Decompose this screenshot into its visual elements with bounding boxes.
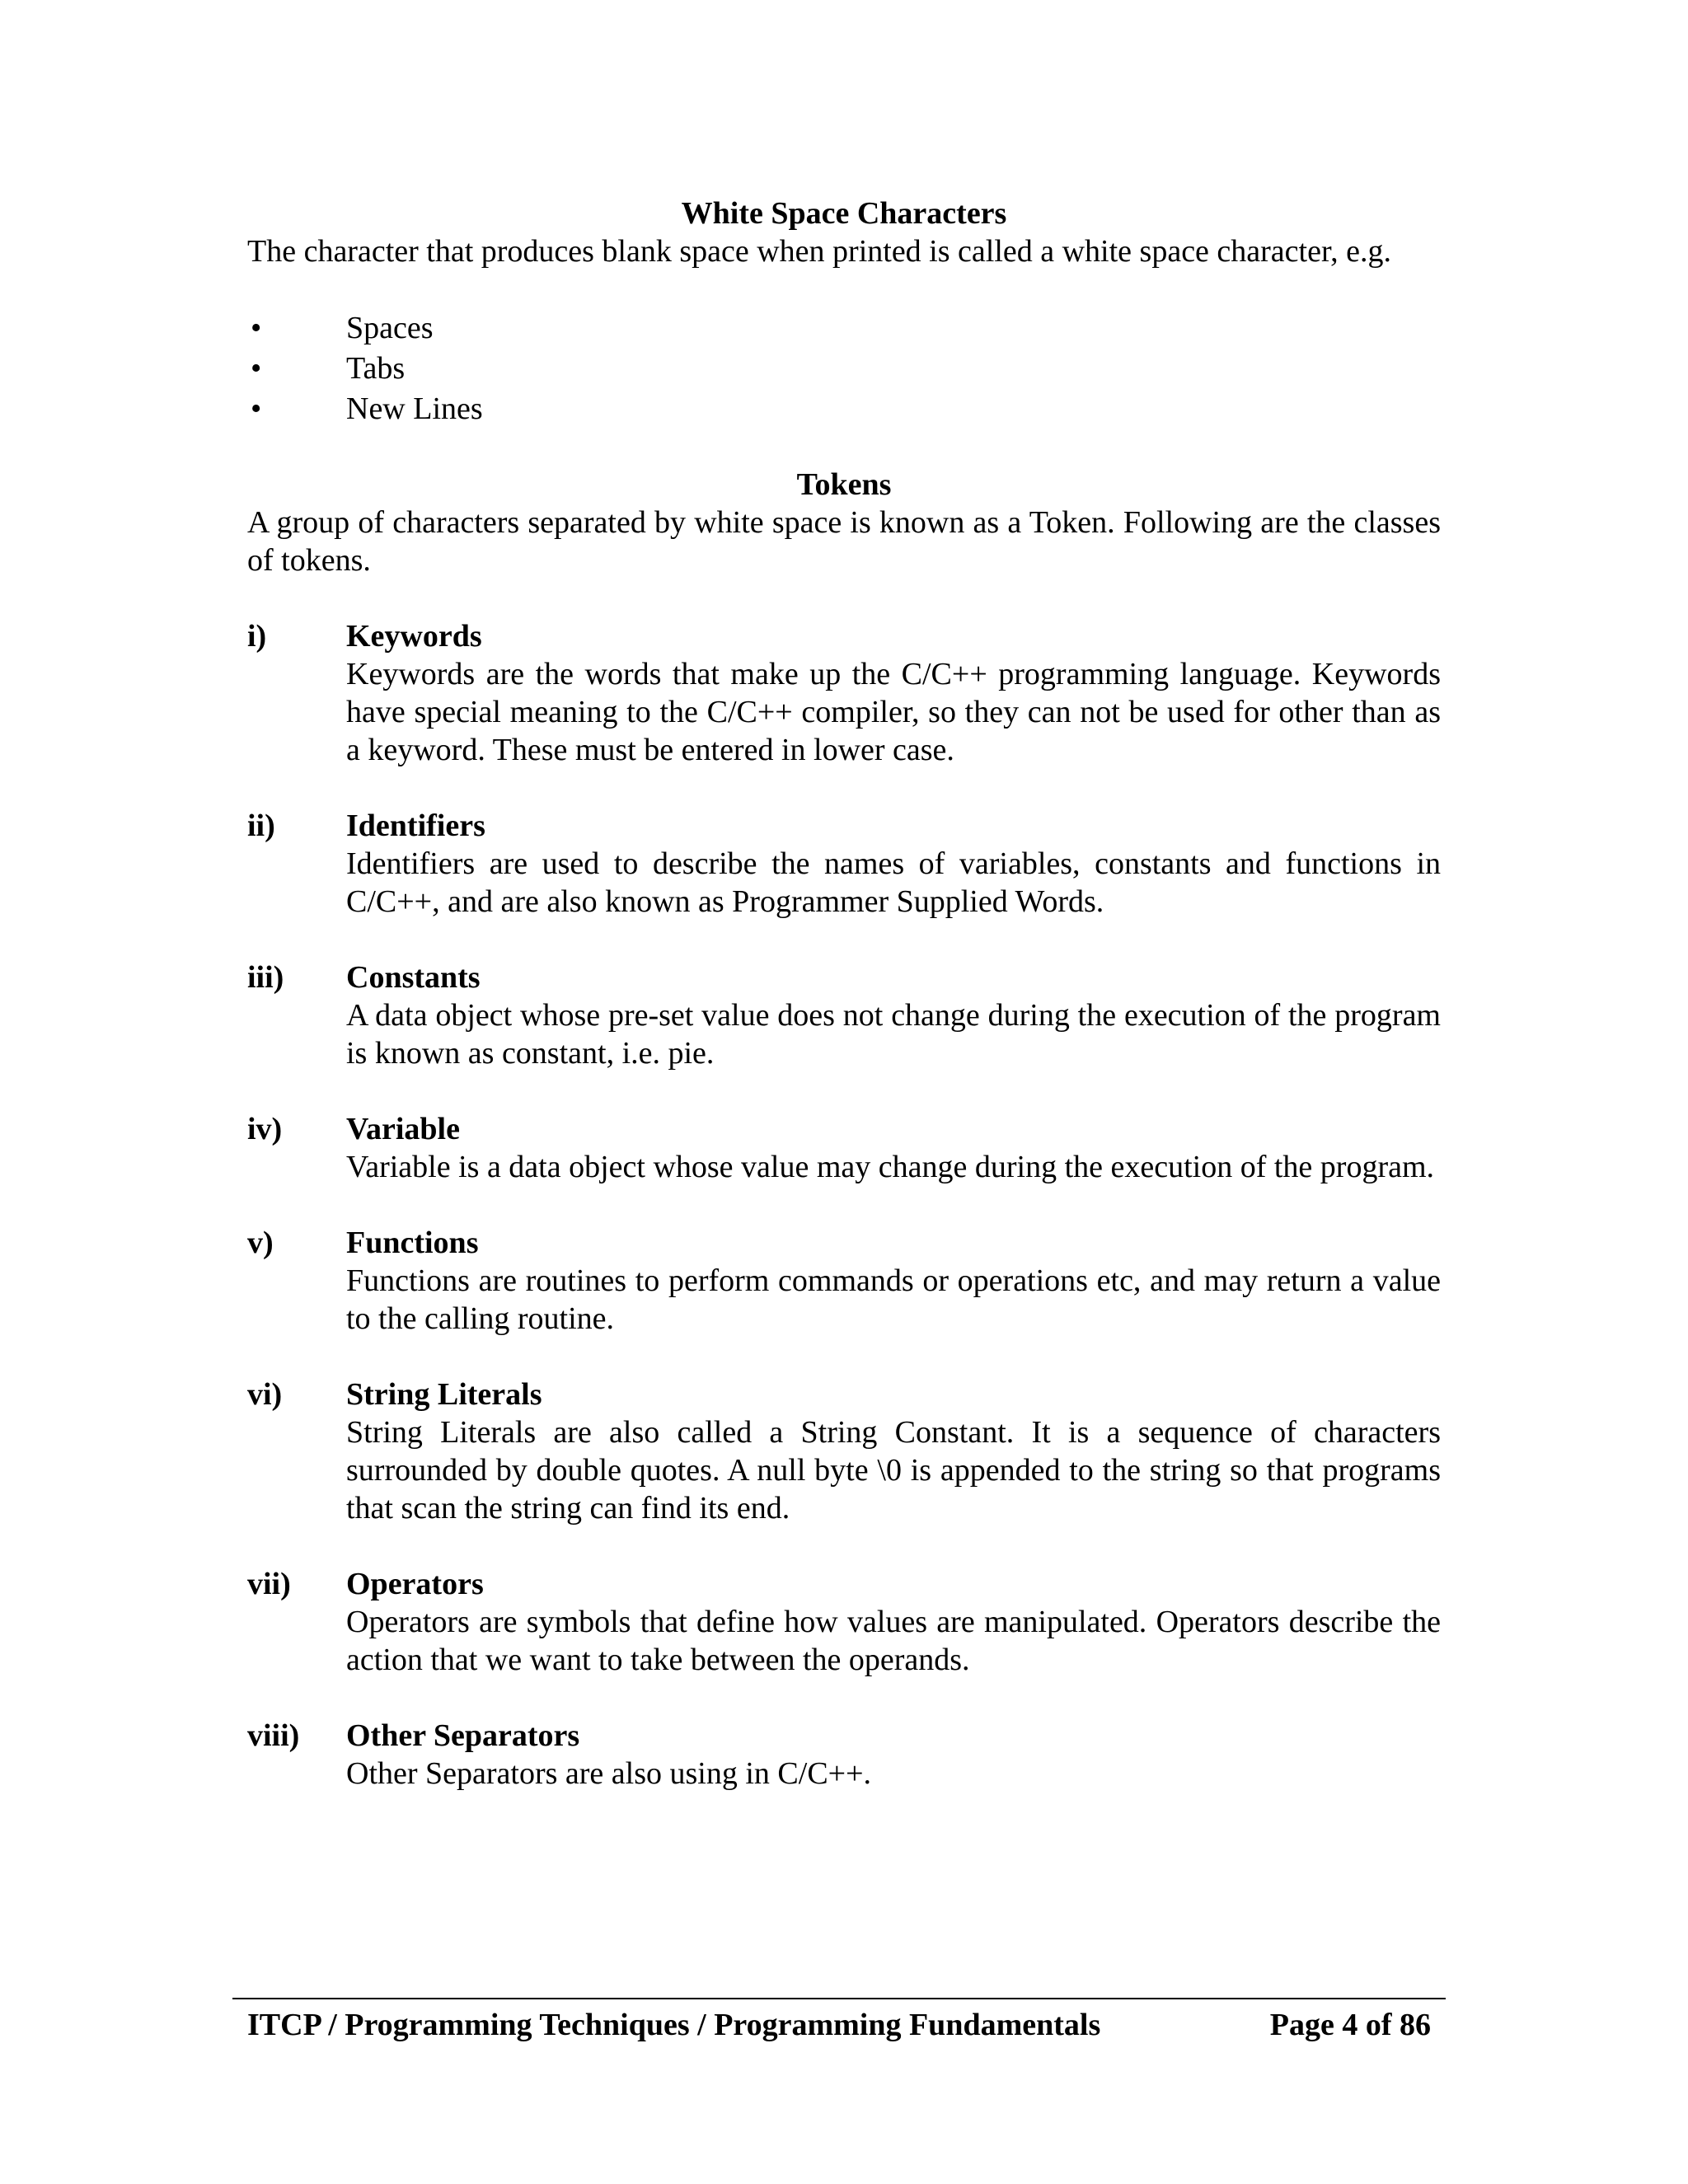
bullet-icon: • [251,391,262,426]
token-title: Constants [346,960,481,995]
token-item-string-literals [247,1376,1441,1527]
token-description: Other Separators are also using in C/C++. [346,1756,872,1791]
token-number: vii) [247,1567,291,1601]
section-spacer [247,429,1441,466]
token-title: Variable [346,1112,460,1146]
footer-course-title: ITCP / Programming Techniques / Programming Fundamentals [247,2008,1101,2042]
token-number: v) [247,1226,274,1260]
token-number: iii) [247,960,284,995]
tokens-intro: A group of characters separated by white space is known as a Token. Following are the classes of tokens. [247,505,1441,578]
token-item-variable [247,1110,1441,1186]
token-number: ii) [247,808,275,843]
token-number: iv) [247,1112,283,1146]
list-item [247,349,1441,389]
list-item-label: Spaces [346,311,434,345]
token-item-identifiers [247,807,1441,921]
token-item-constants [247,958,1441,1072]
token-title: String Literals [346,1377,542,1412]
list-item [247,389,1441,429]
token-title: Other Separators [346,1718,580,1753]
token-description: Keywords are the words that make up the C/C++ programming language. Keywords have special meaning to the C/C++ compiler, so they can not be used for other than as a keyword. These must be entered in lower case. [346,657,1441,767]
token-title: Identifiers [346,808,485,843]
token-description: Operators are symbols that define how values are manipulated. Operators describe the action that we want to take between the operands. [346,1605,1441,1677]
page-content [247,194,1441,1830]
whitespace-list [247,308,1441,429]
token-title: Operators [346,1567,484,1601]
whitespace-intro: The character that produces blank space when printed is called a white space character, e.g. [247,234,1391,269]
token-title: Functions [346,1226,479,1260]
token-item-keywords [247,617,1441,769]
footer-page-number: Page 4 of 86 [1269,2008,1431,2042]
list-item [247,308,1441,349]
token-number: i) [247,619,267,654]
token-number: viii) [247,1718,300,1753]
list-item-label: New Lines [346,391,483,426]
token-item-operators [247,1565,1441,1679]
list-item-label: Tabs [346,351,406,386]
token-item-other-separators [247,1717,1441,1793]
token-item-functions [247,1224,1441,1338]
tokens-heading: Tokens [796,467,892,502]
token-number: vi) [247,1377,283,1412]
bullet-icon: • [251,311,262,345]
page-footer [232,1998,1446,2042]
token-title: Keywords [346,619,482,654]
token-description: Functions are routines to perform commands or operations etc, and may return a value to the calling routine. [346,1263,1441,1336]
token-description: Identifiers are used to describe the names of variables, constants and functions in C/C++, and are also known as Programmer Supplied Words. [346,846,1441,919]
token-description: A data object whose pre-set value does not change during the execution of the program is known as constant, i.e. pie. [346,998,1441,1071]
token-description: String Literals are also called a String Constant. It is a sequence of characters surrounded by double quotes. A null byte \0 is appended to the string so that programs that scan the string can find its end. [346,1415,1441,1526]
whitespace-heading: White Space Characters [681,196,1007,231]
token-description: Variable is a data object whose value may change during the execution of the program. [346,1150,1435,1184]
token-list [247,617,1441,1793]
bullet-icon: • [251,351,262,386]
